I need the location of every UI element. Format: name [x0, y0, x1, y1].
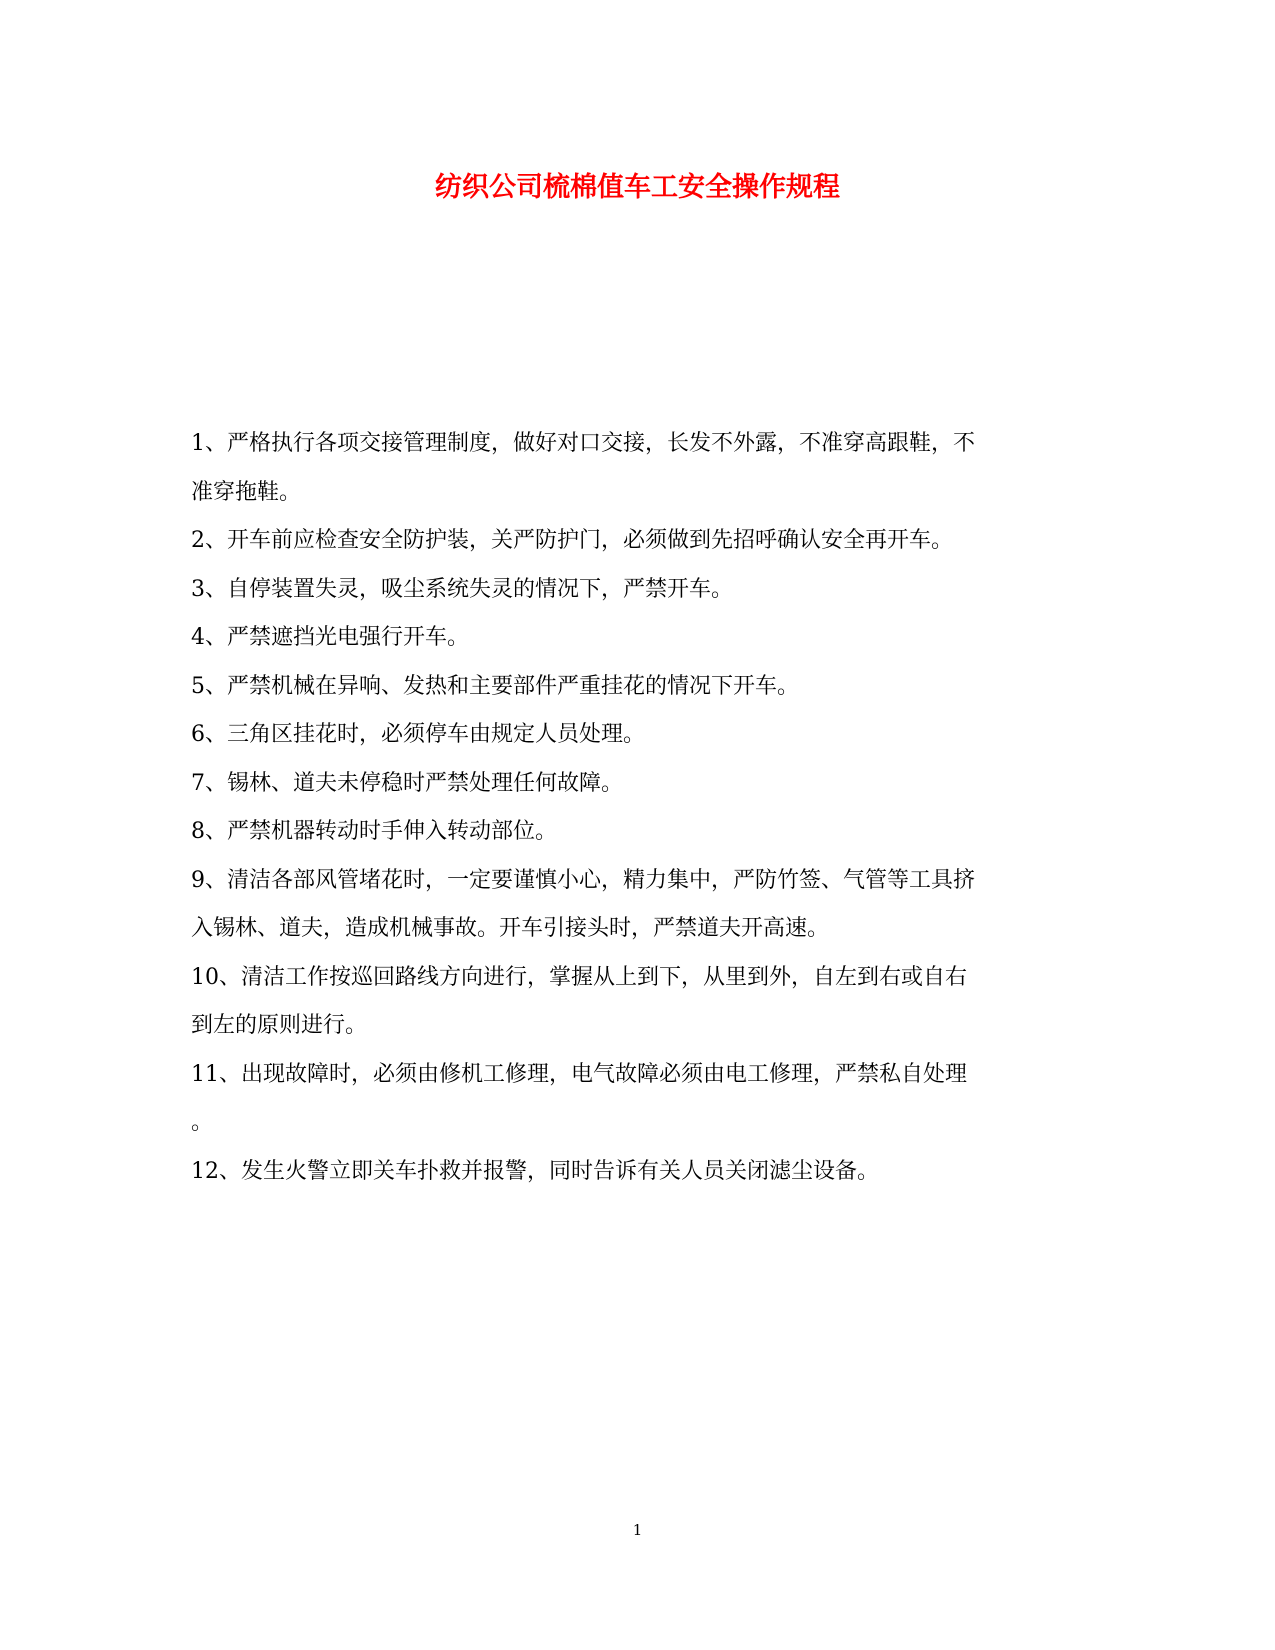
body-line: 。 — [191, 1110, 214, 1135]
body-line: 5、严禁机械在异响、发热和主要部件严重挂花的情况下开车。 — [191, 673, 799, 699]
page-number: 1 — [632, 1521, 643, 1539]
body-line: 11、出现故障时，必须由修机工修理，电气故障必须由电工修理，严禁私自处理 — [191, 1061, 967, 1087]
body-line: 8、严禁机器转动时手伸入转动部位。 — [191, 819, 557, 844]
body-line: 3、自停装置失灵，吸尘系统失灵的情况下，严禁开车。 — [191, 576, 733, 602]
body-line: 7、锡林、道夫未停稳时严禁处理任何故障。 — [191, 770, 623, 796]
body-line: 10、清洁工作按巡回路线方向进行，掌握从上到下，从里到外，自左到右或自右 — [191, 964, 967, 990]
body-line: 1、严格执行各项交接管理制度，做好对口交接，长发不外露，不准穿高跟鞋，不 — [191, 431, 975, 456]
body-line: 准穿拖鞋。 — [191, 479, 302, 505]
body-line: 入锡林、道夫，造成机械事故。开车引接头时，严禁道夫开高速。 — [191, 916, 830, 941]
body-line: 2、开车前应检查安全防护装，关严防护门，必须做到先招呼确认安全再开车。 — [191, 528, 953, 553]
body-line: 12、发生火警立即关车扑救并报警，同时告诉有关人员关闭滤尘设备。 — [191, 1158, 879, 1184]
body-line: 6、三角区挂花时，必须停车由规定人员处理。 — [191, 722, 645, 747]
body-line: 9、清洁各部风管堵花时，一定要谨慎小心，精力集中，严防竹签、气管等工具挤 — [191, 867, 975, 893]
body-line: 4、严禁遮挡光电强行开车。 — [191, 625, 469, 650]
document-title: 纺织公司梳棉值车工安全操作规程 — [435, 172, 840, 203]
document-body — [191, 420, 1091, 1196]
body-line: 到左的原则进行。 — [191, 1013, 368, 1038]
